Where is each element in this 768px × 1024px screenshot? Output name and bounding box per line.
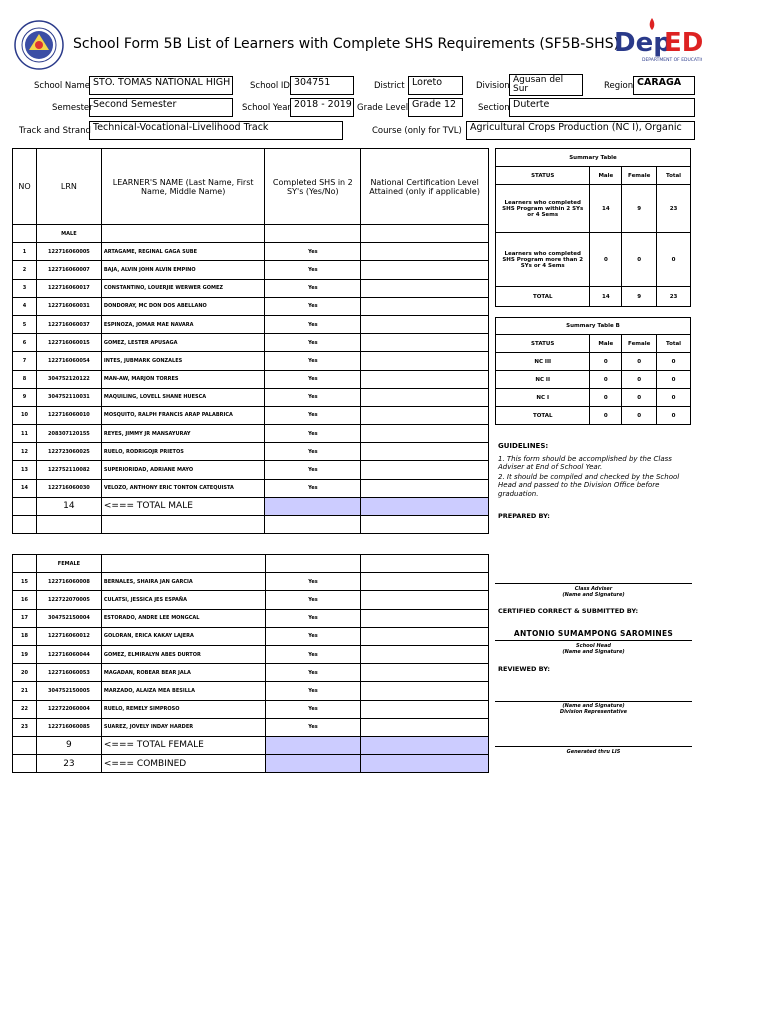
- division-label: Division: [476, 81, 510, 91]
- combined-count: 23: [36, 755, 101, 773]
- row-nc-level: [361, 591, 489, 609]
- header-name: LEARNER'S NAME (Last Name, First Name, Middle Name): [101, 149, 265, 225]
- school-year-field[interactable]: 2018 - 2019: [290, 98, 354, 117]
- summary-row-female: 9: [622, 185, 657, 233]
- track-label: Track and Strand: [19, 126, 91, 136]
- header-nc: National Certification Level Attained (only if applicable): [361, 149, 489, 225]
- row-lrn: 122722060004: [36, 700, 101, 718]
- row-lrn: 304752110031: [36, 388, 101, 406]
- guidelines-line-1: 1. This form should be accomplished by the Class Adviser at End of School Year.: [498, 455, 672, 472]
- row-lrn: 304752150005: [36, 682, 101, 700]
- table-row: [13, 682, 489, 700]
- division-rep-label: Division Representative: [559, 709, 628, 715]
- row-nc-level: [361, 315, 489, 333]
- summary-b-row-total: 0: [657, 407, 691, 425]
- district-label: District: [374, 81, 405, 91]
- male-section-label: MALE: [36, 225, 101, 243]
- row-lrn: 122716060037: [36, 315, 101, 333]
- school-name-label: School Name: [34, 81, 90, 91]
- row-completed: Yes: [265, 315, 361, 333]
- row-learner-name: SUAREZ, JOVELY INDAY HARDER: [101, 718, 265, 736]
- female-section-label: FEMALE: [36, 555, 101, 573]
- learners-table-female: [12, 554, 489, 773]
- row-learner-name: MAN-AW, MARJON TORRES: [101, 370, 265, 388]
- row-learner-name: GOMEZ, ELMIRALYN ABES DURTOR: [101, 645, 265, 663]
- row-learner-name: GOLORAN, ERICA KAKAY LAJERA: [101, 627, 265, 645]
- row-lrn: 122716060012: [36, 627, 101, 645]
- summary-b-row-status: TOTAL: [496, 407, 590, 425]
- summary-row-male: 0: [590, 233, 622, 287]
- row-nc-level: [361, 388, 489, 406]
- table-row: [13, 479, 489, 497]
- row-lrn: 304752150004: [36, 609, 101, 627]
- row-completed: Yes: [265, 645, 361, 663]
- summary-b-row-status: NC I: [496, 389, 590, 407]
- page-title: School Form 5B List of Learners with Complete SHS Requirements (SF5B-SHS): [73, 36, 620, 52]
- row-number: 23: [13, 718, 37, 736]
- row-number: 22: [13, 700, 37, 718]
- row-nc-level: [361, 627, 489, 645]
- class-adviser-label: Class Adviser: [574, 586, 613, 592]
- reviewer-sig-label: (Name and Signature): [562, 703, 625, 709]
- row-completed: Yes: [265, 700, 361, 718]
- summary-b-row-status: NC II: [496, 371, 590, 389]
- row-completed: Yes: [265, 261, 361, 279]
- table-row: [13, 297, 489, 315]
- row-lrn: 122752110082: [36, 461, 101, 479]
- row-nc-level: [361, 406, 489, 424]
- row-nc-level: [361, 279, 489, 297]
- row-learner-name: ESTORADO, ANDRE LEE MONGCAL: [101, 609, 265, 627]
- row-nc-level: [361, 664, 489, 682]
- row-lrn: 208307120155: [36, 425, 101, 443]
- row-lrn: 122716060044: [36, 645, 101, 663]
- summary-header-male: Male: [590, 167, 622, 185]
- summary-b-header-status: STATUS: [496, 335, 590, 353]
- row-completed: Yes: [265, 461, 361, 479]
- semester-field[interactable]: Second Semester: [89, 98, 233, 117]
- row-lrn: 122722070005: [36, 591, 101, 609]
- row-learner-name: RUELO, REMELY SIMPROSO: [101, 700, 265, 718]
- row-completed: Yes: [265, 718, 361, 736]
- row-nc-level: [361, 718, 489, 736]
- course-field[interactable]: Agricultural Crops Production (NC I), Organic: [466, 121, 695, 140]
- region-field[interactable]: CARAGA: [633, 76, 695, 95]
- row-number: 14: [13, 479, 37, 497]
- table-row: [13, 315, 489, 333]
- row-number: 12: [13, 443, 37, 461]
- row-learner-name: MAGADAN, ROBEAR BEAR JALA: [101, 664, 265, 682]
- summary-b-row-female: 0: [622, 371, 657, 389]
- row-number: 16: [13, 591, 37, 609]
- learners-table-male: [12, 148, 489, 534]
- summary-row-male: 14: [590, 287, 622, 307]
- summary-b-row-total: 0: [657, 371, 691, 389]
- row-nc-level: [361, 261, 489, 279]
- grade-level-label: Grade Level: [357, 103, 409, 113]
- table-row: [13, 352, 489, 370]
- summary-b-row-status: NC III: [496, 353, 590, 371]
- row-completed: Yes: [265, 352, 361, 370]
- row-learner-name: REYES, JIMMY JR MANSAYURAY: [101, 425, 265, 443]
- row-lrn: 122716060031: [36, 297, 101, 315]
- row-lrn: 122716060015: [36, 334, 101, 352]
- table-row: [13, 370, 489, 388]
- row-number: 9: [13, 388, 37, 406]
- summary-b-header-male: Male: [590, 335, 622, 353]
- table-row: [13, 718, 489, 736]
- row-completed: Yes: [265, 334, 361, 352]
- row-learner-name: DONDORAY, MC DON DOS ABELLANO: [101, 297, 265, 315]
- row-nc-level: [361, 425, 489, 443]
- row-lrn: 304752120122: [36, 370, 101, 388]
- row-completed: Yes: [265, 627, 361, 645]
- row-completed: Yes: [265, 443, 361, 461]
- summary-header-total: Total: [657, 167, 691, 185]
- table-row: [13, 443, 489, 461]
- table-row: [13, 388, 489, 406]
- summary-b-row-total: 0: [657, 389, 691, 407]
- row-number: 17: [13, 609, 37, 627]
- summary-b-row-female: 0: [622, 407, 657, 425]
- row-completed: Yes: [265, 297, 361, 315]
- row-number: 15: [13, 573, 37, 591]
- row-learner-name: ESPINOZA, JOMAR MAE NAVARA: [101, 315, 265, 333]
- row-lrn: 122716060005: [36, 243, 101, 261]
- summary-row-total: 23: [657, 287, 691, 307]
- summary-row-total: 0: [657, 233, 691, 287]
- row-completed: Yes: [265, 479, 361, 497]
- row-nc-level: [361, 297, 489, 315]
- school-year-label: School Year: [242, 103, 291, 113]
- row-number: 7: [13, 352, 37, 370]
- table-row: [13, 279, 489, 297]
- row-completed: Yes: [265, 591, 361, 609]
- summary-row-female: 9: [622, 287, 657, 307]
- row-lrn: 122716060008: [36, 573, 101, 591]
- semester-label: Semester: [52, 103, 93, 113]
- row-lrn: 122716060007: [36, 261, 101, 279]
- summary-b-row-total: 0: [657, 353, 691, 371]
- combined-label: <=== COMBINED: [101, 755, 265, 773]
- table-row: [13, 664, 489, 682]
- summary-b-header-female: Female: [622, 335, 657, 353]
- row-nc-level: [361, 352, 489, 370]
- summary-table-b: [495, 317, 691, 425]
- female-total-label: <=== TOTAL FEMALE: [101, 736, 265, 754]
- row-number: 21: [13, 682, 37, 700]
- row-nc-level: [361, 645, 489, 663]
- row-completed: Yes: [265, 279, 361, 297]
- row-nc-level: [361, 461, 489, 479]
- guidelines-title: GUIDELINES:: [498, 442, 549, 450]
- row-completed: Yes: [265, 573, 361, 591]
- row-lrn: 122716060010: [36, 406, 101, 424]
- row-nc-level: [361, 479, 489, 497]
- row-nc-level: [361, 334, 489, 352]
- row-learner-name: ARTAGAME, REGINAL GAGA SUBE: [101, 243, 265, 261]
- header-no: NO: [13, 149, 37, 225]
- summary-b-title: Summary Table B: [496, 318, 691, 335]
- row-number: 11: [13, 425, 37, 443]
- row-number: 2: [13, 261, 37, 279]
- row-number: 4: [13, 297, 37, 315]
- table-row: [13, 334, 489, 352]
- row-learner-name: INTES, JUBMARK GONZALES: [101, 352, 265, 370]
- row-learner-name: MAQUILING, LOVELL SHANE HUESCA: [101, 388, 265, 406]
- region-label: Region: [604, 81, 634, 91]
- row-learner-name: CULATSI, JESSICA JES ESPAÑA: [101, 591, 265, 609]
- summary-header-status: STATUS: [496, 167, 590, 185]
- row-number: 5: [13, 315, 37, 333]
- table-row: [13, 425, 489, 443]
- summary-b-row-male: 0: [590, 407, 622, 425]
- row-learner-name: SUPERIORIDAD, ADRIANE MAYO: [101, 461, 265, 479]
- row-completed: Yes: [265, 609, 361, 627]
- row-number: 10: [13, 406, 37, 424]
- head-sig-label: (Name and Signature): [562, 649, 625, 655]
- deped-seal: [14, 20, 64, 70]
- header-completed: Completed SHS in 2 SY's (Yes/No): [265, 149, 361, 225]
- division-field[interactable]: Agusan del Sur: [509, 74, 583, 96]
- summary-row-female: 0: [622, 233, 657, 287]
- reviewed-by-label: REVIEWED BY:: [498, 665, 550, 673]
- row-number: 19: [13, 645, 37, 663]
- section-label: Section: [478, 103, 510, 113]
- table-row: [13, 461, 489, 479]
- summary-row-status: Learners who completed SHS Program more than 2 SYs or 4 Sems: [496, 233, 590, 287]
- row-lrn: 122716060017: [36, 279, 101, 297]
- female-total-count: 9: [36, 736, 101, 754]
- row-nc-level: [361, 609, 489, 627]
- summary-row-status: Learners who completed SHS Program within 2 SYs or 4 Sems: [496, 185, 590, 233]
- adviser-sig-label: (Name and Signature): [562, 592, 625, 598]
- row-learner-name: RUELO, RODRIGOJR PRIETOS: [101, 443, 265, 461]
- school-head-label: School Head: [576, 643, 611, 649]
- svg-text:ED: ED: [664, 28, 702, 58]
- row-completed: Yes: [265, 664, 361, 682]
- row-number: 8: [13, 370, 37, 388]
- row-nc-level: [361, 700, 489, 718]
- row-learner-name: MARZADO, ALAIZA MEA BESILLA: [101, 682, 265, 700]
- section-field[interactable]: Duterte: [509, 98, 695, 117]
- table-row: [13, 406, 489, 424]
- row-completed: Yes: [265, 425, 361, 443]
- table-row: [13, 591, 489, 609]
- row-lrn: 122716060054: [36, 352, 101, 370]
- row-learner-name: GOMEZ, LESTER APUSAGA: [101, 334, 265, 352]
- table-row: [13, 243, 489, 261]
- row-number: 18: [13, 627, 37, 645]
- school-id-label: School ID: [250, 81, 290, 91]
- row-completed: Yes: [265, 682, 361, 700]
- table-row: [13, 609, 489, 627]
- row-completed: Yes: [265, 370, 361, 388]
- row-lrn: 122716060085: [36, 718, 101, 736]
- generated-label: Generated thru LIS: [566, 749, 621, 755]
- row-nc-level: [361, 682, 489, 700]
- row-nc-level: [361, 443, 489, 461]
- row-nc-level: [361, 573, 489, 591]
- row-learner-name: BAJA, ALVIN JOHN ALVIN EMPINO: [101, 261, 265, 279]
- row-number: 6: [13, 334, 37, 352]
- guidelines-line-2: 2. It should be compiled and checked by the School Head and passed to the Division Office before graduation.: [498, 473, 680, 498]
- table-row: [13, 700, 489, 718]
- deped-logo: [612, 14, 702, 64]
- row-nc-level: [361, 370, 489, 388]
- course-label: Course (only for TVL): [372, 126, 462, 136]
- certified-label: CERTIFIED CORRECT & SUBMITTED BY:: [498, 607, 639, 615]
- summary-b-row-female: 0: [622, 389, 657, 407]
- row-learner-name: VELOZO, ANTHONY ERIC TONTON CATEQUISTA: [101, 479, 265, 497]
- summary-b-row-female: 0: [622, 353, 657, 371]
- row-learner-name: CONSTANTINO, LOUERJIE WERWER GOMEZ: [101, 279, 265, 297]
- grade-level-field[interactable]: Grade 12: [408, 98, 463, 117]
- table-row: [13, 573, 489, 591]
- male-total-label: <=== TOTAL MALE: [101, 497, 265, 515]
- row-number: 3: [13, 279, 37, 297]
- table-row: [13, 645, 489, 663]
- row-lrn: 122716060030: [36, 479, 101, 497]
- summary-row-status: TOTAL: [496, 287, 590, 307]
- row-number: 13: [13, 461, 37, 479]
- row-number: 1: [13, 243, 37, 261]
- summary-table: [495, 148, 691, 307]
- table-row: [13, 627, 489, 645]
- male-total-count: 14: [36, 497, 101, 515]
- summary-header-female: Female: [622, 167, 657, 185]
- row-number: 20: [13, 664, 37, 682]
- table-row: [13, 261, 489, 279]
- row-nc-level: [361, 243, 489, 261]
- school-head-name: ANTONIO SUMAMPONG SAROMINES: [513, 629, 674, 638]
- row-lrn: 122716060053: [36, 664, 101, 682]
- summary-row-male: 14: [590, 185, 622, 233]
- summary-b-row-male: 0: [590, 353, 622, 371]
- row-learner-name: MOSQUITO, RALPH FRANCIS ARAP PALABRICA: [101, 406, 265, 424]
- school-name-field[interactable]: STO. TOMAS NATIONAL HIGH: [89, 76, 233, 95]
- header-lrn: LRN: [36, 149, 101, 225]
- row-completed: Yes: [265, 243, 361, 261]
- svg-text:Dep: Dep: [614, 28, 672, 58]
- track-field[interactable]: Technical-Vocational-Livelihood Track: [89, 121, 343, 140]
- school-id-field[interactable]: 304751: [290, 76, 354, 95]
- summary-b-row-male: 0: [590, 389, 622, 407]
- row-learner-name: BERNALES, SHAIRA JAN GARCIA: [101, 573, 265, 591]
- row-completed: Yes: [265, 388, 361, 406]
- summary-b-header-total: Total: [657, 335, 691, 353]
- svg-text:DEPARTMENT OF EDUCATION: DEPARTMENT OF EDUCATION: [642, 58, 702, 63]
- summary-b-row-male: 0: [590, 371, 622, 389]
- row-lrn: 122723060025: [36, 443, 101, 461]
- district-field[interactable]: Loreto: [408, 76, 463, 95]
- summary-row-total: 23: [657, 185, 691, 233]
- summary-title: Summary Table: [496, 149, 691, 167]
- row-completed: Yes: [265, 406, 361, 424]
- prepared-by-label: PREPARED BY:: [498, 512, 550, 520]
